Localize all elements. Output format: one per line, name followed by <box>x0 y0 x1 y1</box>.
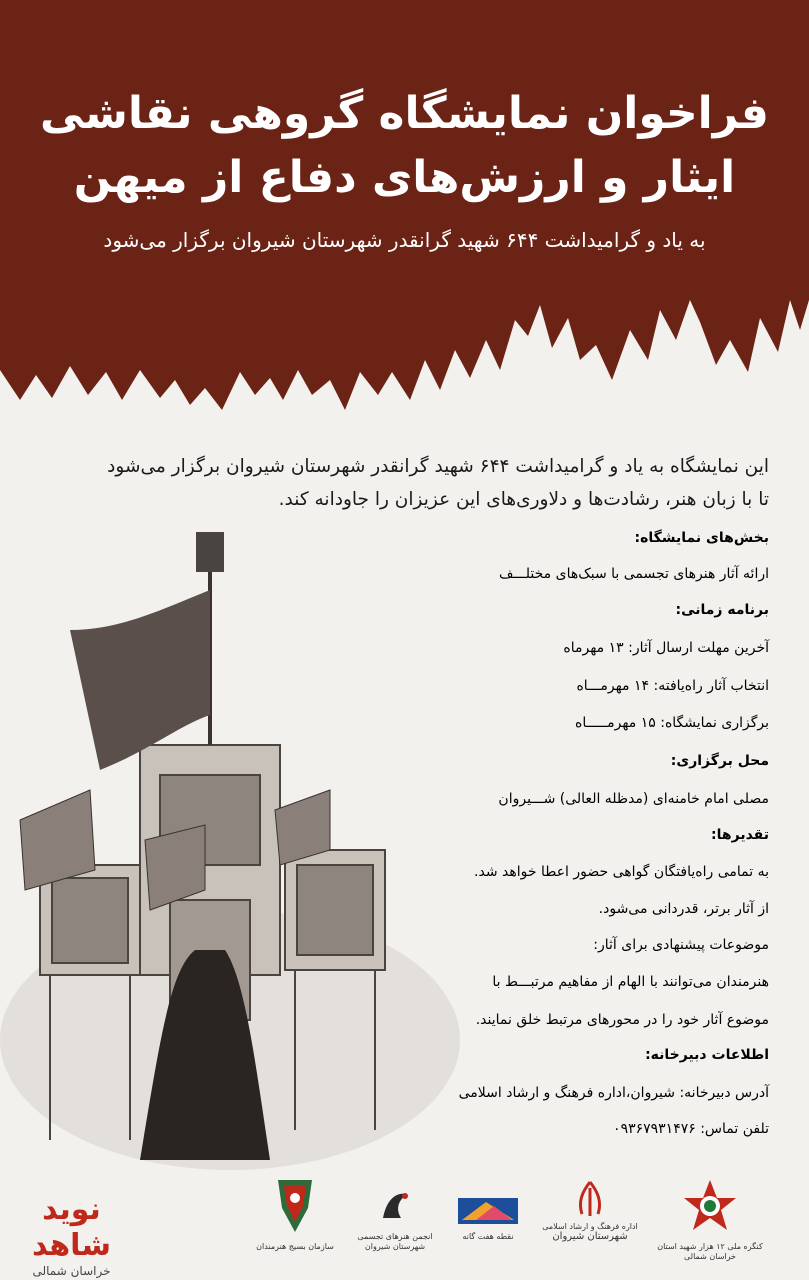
parts-heading: بخش‌های نمایشگاه: <box>634 530 769 546</box>
topics-line-1: هنرمندان می‌توانند با الهام از مفاهیم مرتبـــط با <box>492 974 769 990</box>
logo-noghte-text: نقطه هفت گانه <box>462 1232 514 1241</box>
basij-emblem-icon <box>270 1174 320 1238</box>
header-banner <box>0 0 809 430</box>
hand-emblem-icon <box>196 532 224 572</box>
schedule-selection: انتخاب آثار راه‌یافته: ۱۴ مهرمـــاه <box>576 678 769 694</box>
topics-heading: موضوعات پیشنهادی برای آثار: <box>593 937 769 953</box>
logo-ershad-line2: شهرستان شیروان <box>552 1231 628 1242</box>
venue-heading: محل برگزاری: <box>670 753 769 769</box>
awards-heading: تقدیرها: <box>711 827 769 843</box>
schedule-exhibition: برگزاری نمایشگاه: ۱۵ مهرمـــــاه <box>575 715 769 731</box>
awards-line-2: از آثار برتر، قدردانی می‌شود. <box>598 901 769 917</box>
logo-kongre-text: کنگره ملی ۱۲ هزار شهید استان خراسان شمالی <box>657 1242 763 1261</box>
logo-ershad-line1: اداره فرهنگ و ارشاد اسلامی <box>542 1222 638 1231</box>
ershad-emblem-icon <box>572 1180 608 1218</box>
schedule-heading: برنامه زمانی: <box>675 602 769 618</box>
footer-logos <box>0 1170 809 1280</box>
logo-anjoman <box>345 1184 445 1252</box>
subtitle: به یاد و گرامیداشت ۶۴۴ شهید گرانقدر شهرستان شیروان برگزار می‌شود <box>103 228 706 252</box>
logo-ershad <box>535 1180 645 1242</box>
schedule-deadline: آخرین مهلت ارسال آثار: ۱۳ مهرماه <box>563 640 769 656</box>
parts-text: ارائه آثار هنرهای تجسمی با سبک‌های مختلـــف <box>498 566 769 582</box>
topics-line-2: موضوع آثار خود را در محورهای مرتبط خلق نمایند. <box>475 1012 769 1028</box>
title-line-1: فراخوان نمایشگاه گروهی نقاشی <box>40 88 769 139</box>
secretariat-heading: اطلاعات دبیرخانه: <box>645 1047 769 1063</box>
logo-noghte <box>448 1194 528 1242</box>
logo-basij-text: سازمان بسیج هنرمندان <box>256 1242 334 1251</box>
title-line-2: ایثار و ارزش‌های دفاع از میهن <box>73 152 736 203</box>
intro-line-1: این نمایشگاه به یاد و گرامیداشت ۶۴۴ شهید گرانقدر شهرستان شیروان برگزار می‌شود <box>107 456 769 477</box>
intro-line-2: تا با زبان هنر، رشادت‌ها و دلاوری‌های این عزیزان را جاودانه کند. <box>278 489 769 510</box>
logo-basij <box>255 1174 335 1252</box>
awards-line-1: به تمامی راه‌یافتگان گواهی حضور اعطا خواهد شد. <box>474 864 769 880</box>
logo-anjoman-line1: انجمن هنرهای تجسمی <box>357 1232 433 1241</box>
venue-text: مصلی امام خامنه‌ای (مدظله العالی) شـــیروان <box>498 791 769 807</box>
body-text <box>29 450 769 516</box>
torn-paper-banner <box>0 0 809 430</box>
watermark-navid-shahed <box>14 1192 129 1278</box>
logo-kongre <box>650 1178 770 1262</box>
secretariat-phone: تلفن تماس: ۰۹۳۶۷۹۳۱۴۷۶ <box>613 1121 769 1137</box>
anjoman-emblem-icon <box>373 1184 417 1228</box>
noghte-emblem-icon <box>456 1194 520 1228</box>
watermark-sub: خراسان شمالی <box>32 1264 111 1278</box>
logo-anjoman-line2: شهرستان شیروان <box>364 1242 426 1251</box>
secretariat-address: آدرس دبیرخانه: شیروان،اداره فرهنگ و ارشاد اسلامی <box>458 1085 769 1101</box>
kongre-emblem-icon <box>680 1178 740 1238</box>
watermark-main: نوید شاهد <box>32 1192 111 1263</box>
